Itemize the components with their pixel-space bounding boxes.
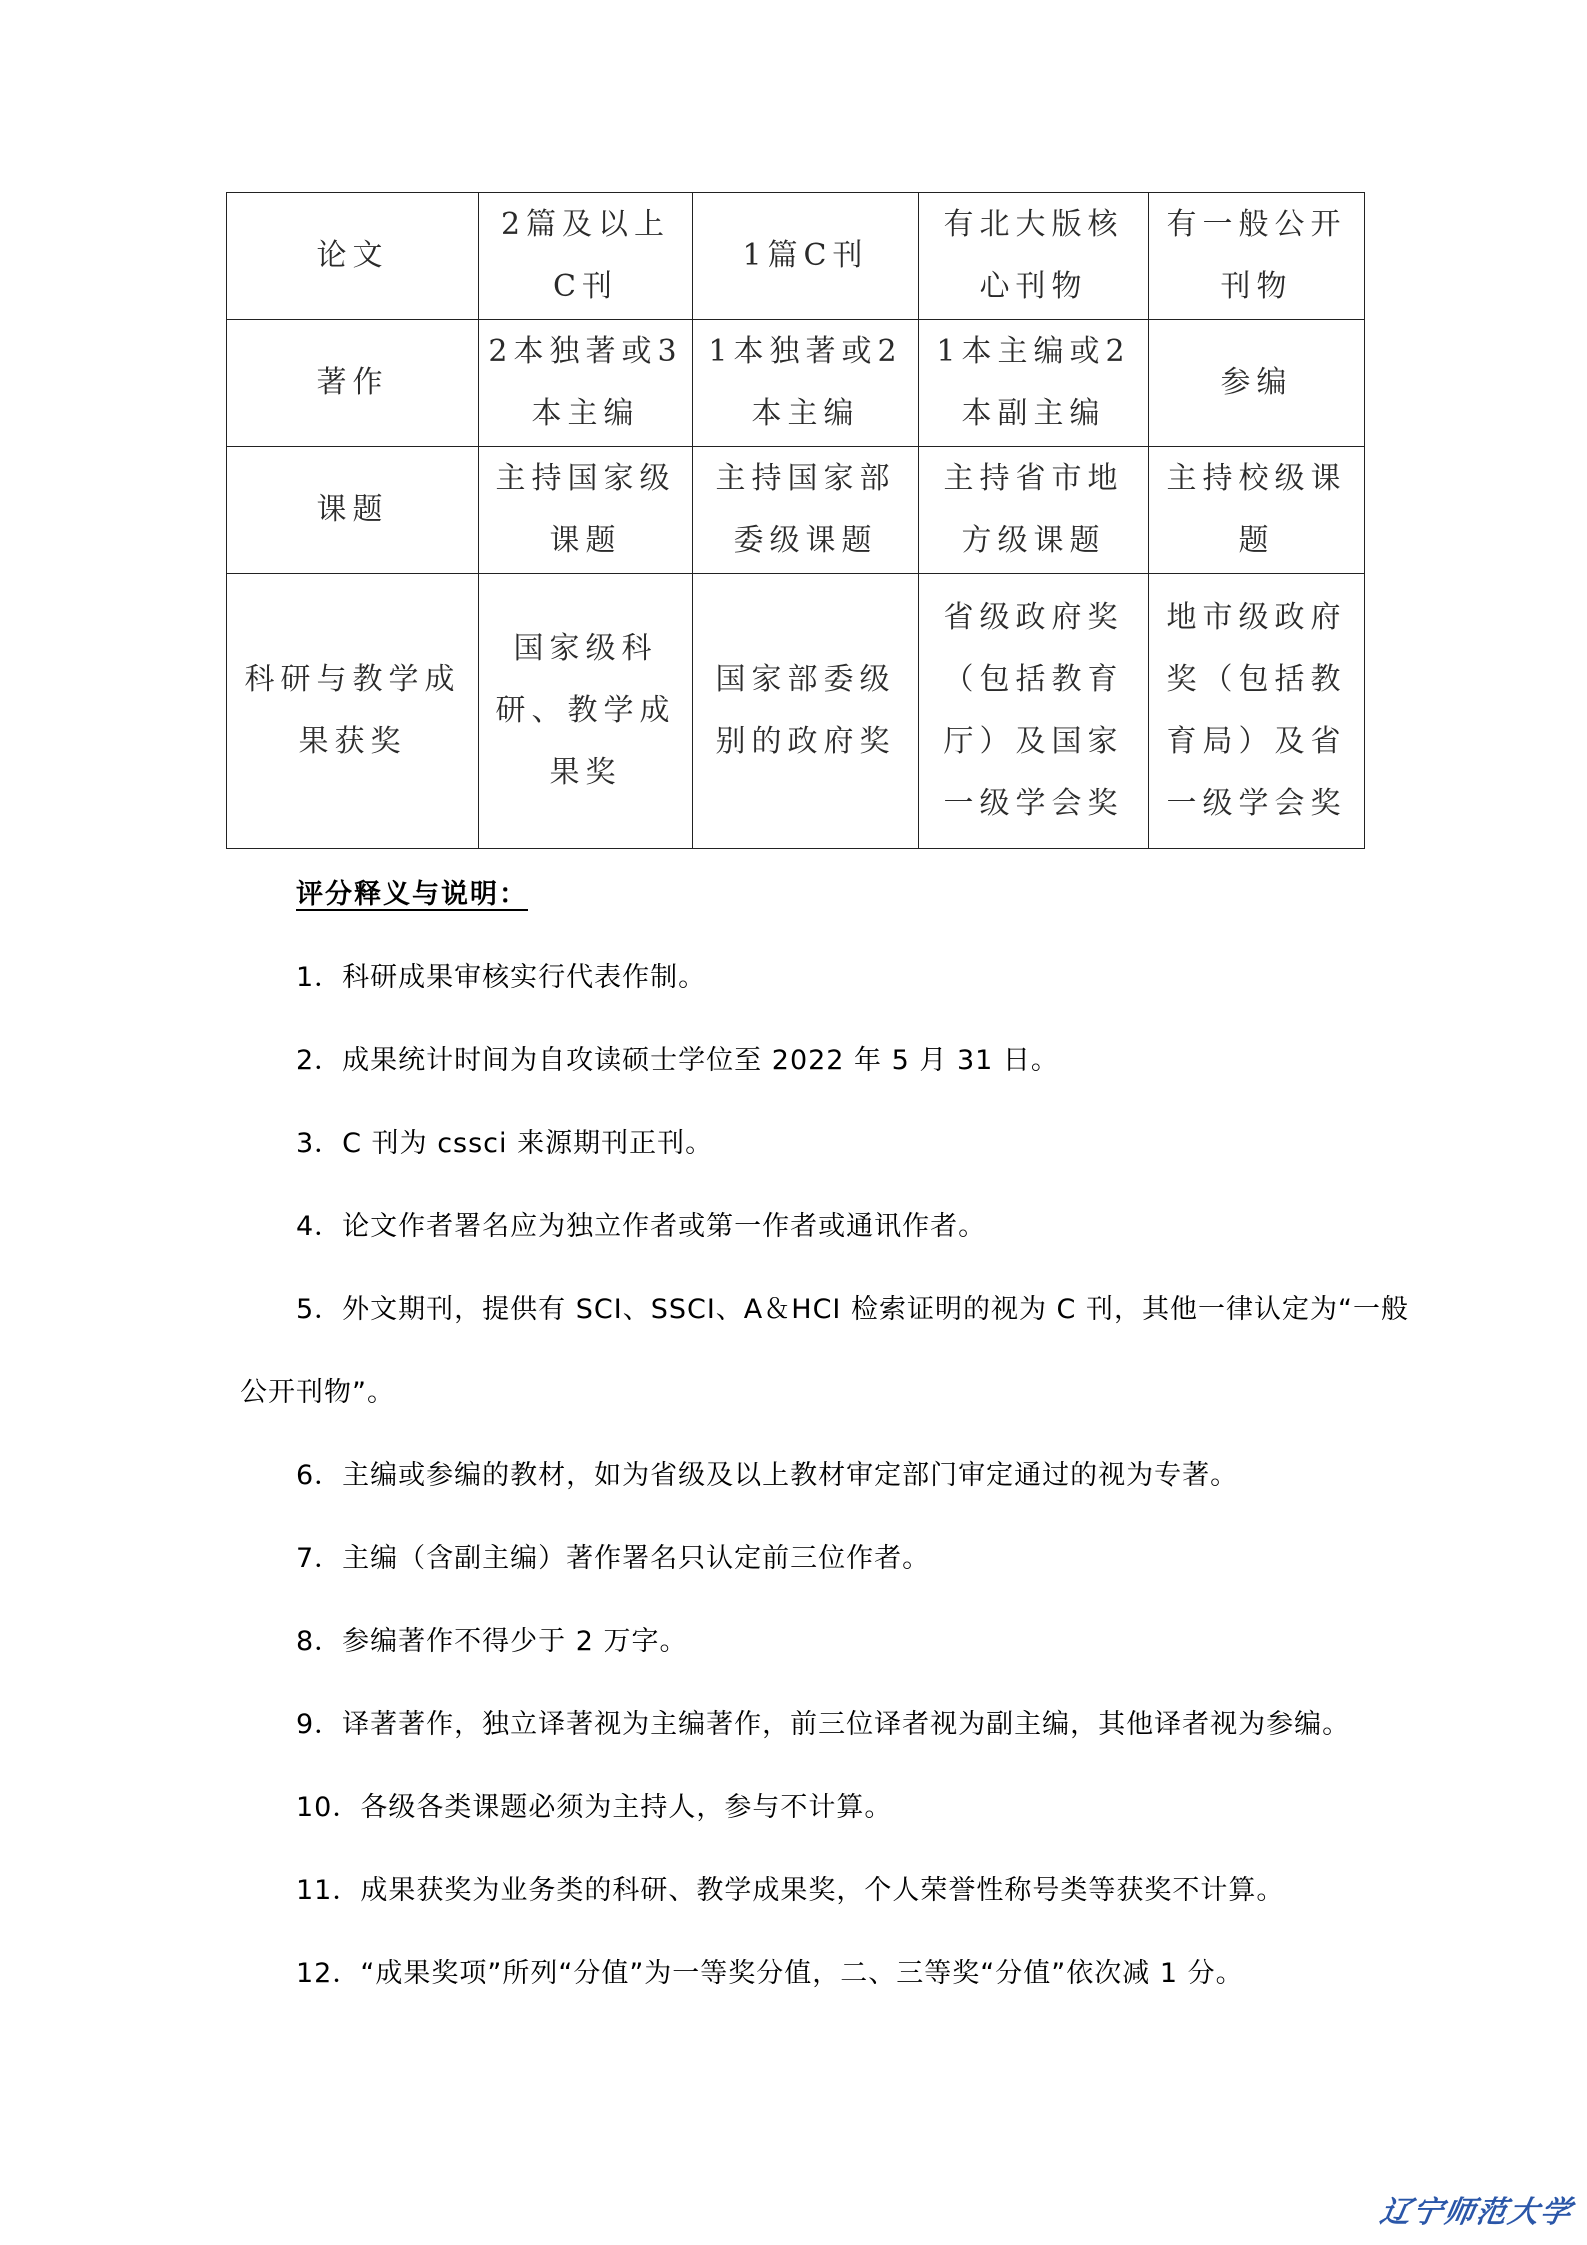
note-item: 8．参编著作不得少于 2 万字。 (296, 1626, 688, 1657)
table-cell: 国家级科研、教学成果奖 (479, 574, 693, 849)
table-cell: 国家部委级别的政府奖 (693, 574, 919, 849)
note-item: 2．成果统计时间为自攻读硕士学位至 2022 年 5 月 31 日。 (296, 1045, 1059, 1076)
table-cell: 主持校级课题 (1149, 447, 1365, 574)
table-cell: 有北大版核心刊物 (919, 193, 1149, 320)
table-cell-category: 著作 (227, 320, 479, 447)
table-cell: 1本独著或2本主编 (693, 320, 919, 447)
notes-heading: 评分释义与说明： (296, 879, 528, 910)
note-item: 7．主编（含副主编）著作署名只认定前三位作者。 (296, 1543, 931, 1574)
note-item-continuation: 公开刊物”。 (240, 1377, 395, 1408)
table-cell: 有一般公开刊物 (1149, 193, 1365, 320)
table-cell: 1篇C刊 (693, 193, 919, 320)
table-cell-category: 科研与教学成果获奖 (227, 574, 479, 849)
table-cell-category: 课题 (227, 447, 479, 574)
university-logo-watermark: 辽宁师范大学 (1377, 2195, 1576, 2230)
table-row (227, 320, 1365, 447)
table-cell: 地市级政府奖（包括教育局）及省一级学会奖 (1149, 574, 1365, 849)
note-item: 5．外文期刊，提供有 SCI、SSCI、A＆HCI 检索证明的视为 C 刊，其他一律认定为“一般 (296, 1294, 1409, 1325)
note-item: 11．成果获奖为业务类的科研、教学成果奖，个人荣誉性称号类等获奖不计算。 (296, 1875, 1285, 1906)
table-cell: 参编 (1149, 320, 1365, 447)
table-row (227, 574, 1365, 849)
table-cell: 2本独著或3本主编 (479, 320, 693, 447)
note-item: 10．各级各类课题必须为主持人，参与不计算。 (296, 1792, 893, 1823)
table-cell-category: 论文 (227, 193, 479, 320)
table-row (227, 447, 1365, 574)
table-row (227, 193, 1365, 320)
scoring-table (226, 192, 1365, 849)
table-cell: 主持省市地方级课题 (919, 447, 1149, 574)
note-item: 3．C 刊为 cssci 来源期刊正刊。 (296, 1128, 714, 1159)
note-item: 6．主编或参编的教材，如为省级及以上教材审定部门审定通过的视为专著。 (296, 1460, 1239, 1491)
table-cell: 省级政府奖（包括教育厅）及国家一级学会奖 (919, 574, 1149, 849)
table-cell: 主持国家部委级课题 (693, 447, 919, 574)
note-item: 4．论文作者署名应为独立作者或第一作者或通讯作者。 (296, 1211, 987, 1242)
table-cell: 1本主编或2本副主编 (919, 320, 1149, 447)
note-item: 9．译著著作，独立译著视为主编著作，前三位译者视为副主编，其他译者视为参编。 (296, 1709, 1351, 1740)
note-item: 12．“成果奖项”所列“分值”为一等奖分值，二、三等奖“分值”依次减 1 分。 (296, 1958, 1244, 1989)
table-cell: 主持国家级课题 (479, 447, 693, 574)
table-cell: 2篇及以上C刊 (479, 193, 693, 320)
note-item: 1．科研成果审核实行代表作制。 (296, 962, 707, 993)
